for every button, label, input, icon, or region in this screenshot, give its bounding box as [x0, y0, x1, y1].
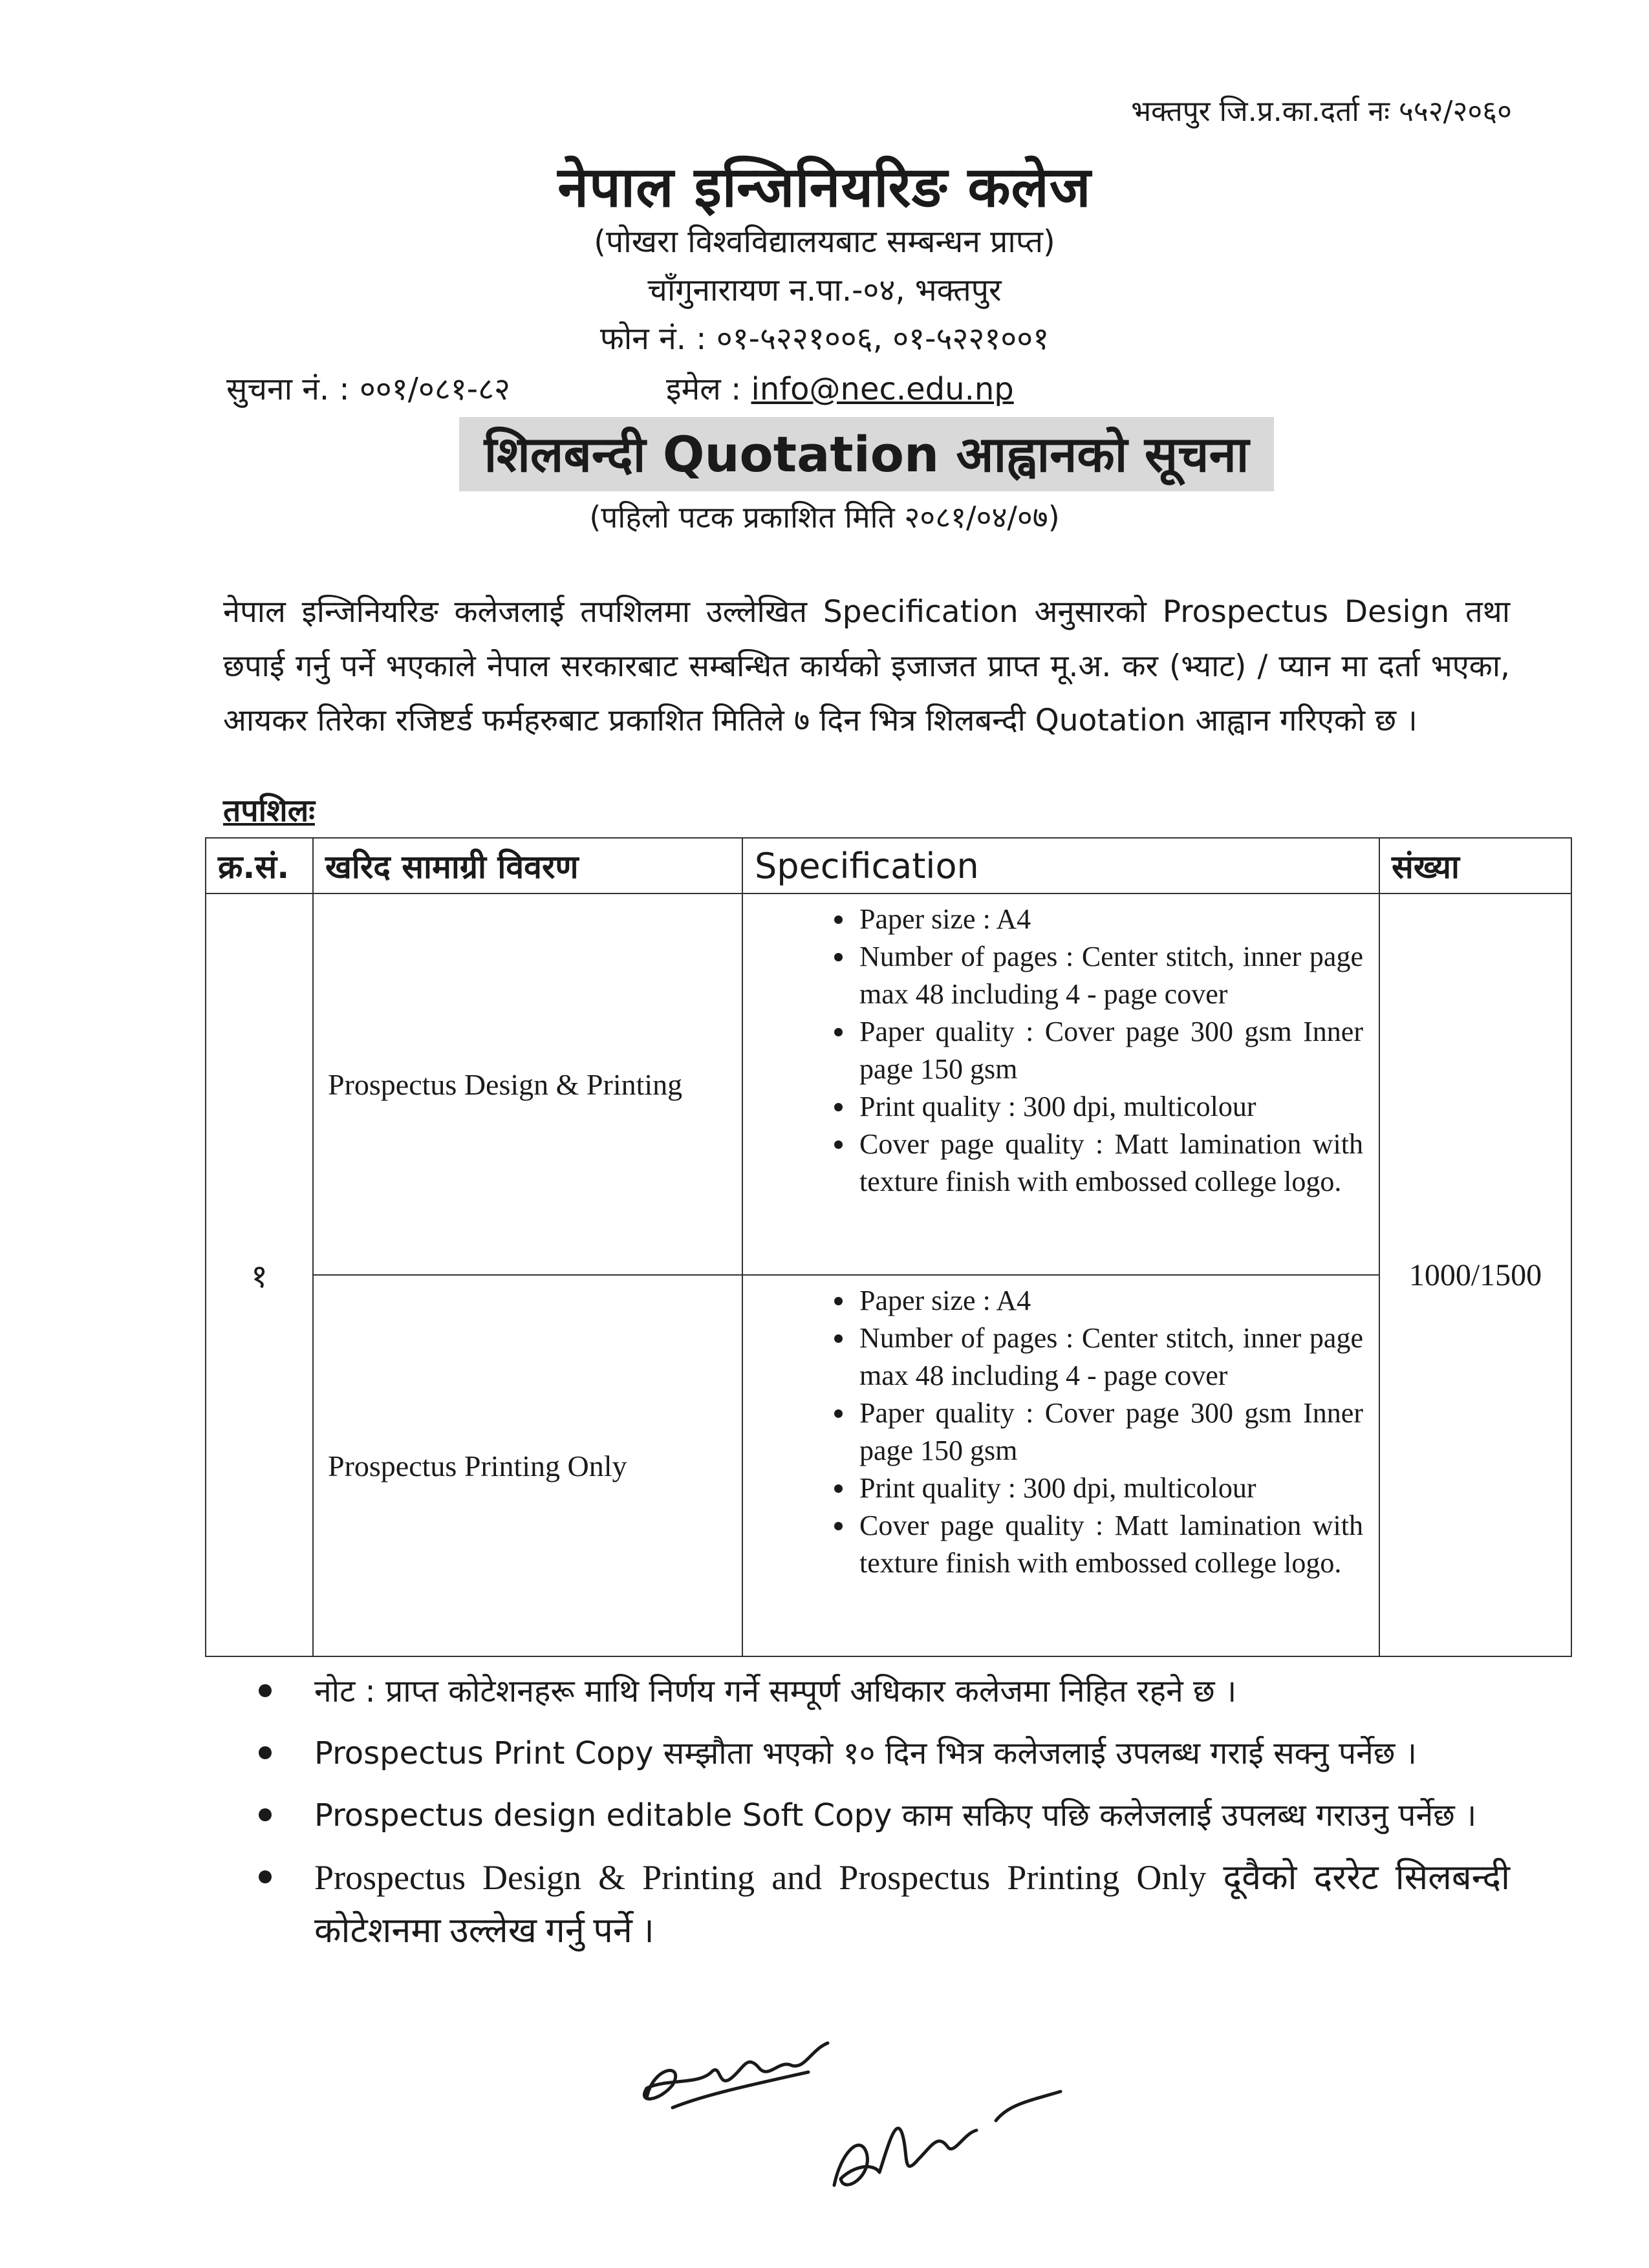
- registration-number: भक्तपुर जि.प्र.का.दर्ता नः ५५२/२०६०: [1131, 95, 1512, 128]
- note-item: नोट : प्राप्त कोटेशनहरू माथि निर्णय गर्ने सम्पूर्ण अधिकार कलेजमा निहित रहने छ ।: [259, 1665, 1510, 1718]
- affiliation-line: (पोखरा विश्वविद्यालयबाट सम्बन्धन प्राप्त): [594, 224, 1055, 260]
- specification-list: [743, 901, 1363, 1201]
- table-row: [206, 1275, 1571, 1656]
- published-date: (पहिलो पटक प्रकाशित मिति २०८१/०४/०७): [589, 500, 1060, 535]
- email-label: इमेल :: [666, 371, 751, 407]
- schedule-label: तपशिलः: [223, 793, 315, 829]
- notice-number: सुचना नं. : ००१/०८१-८२: [226, 371, 511, 407]
- header-item: खरिद सामाग्री विवरण: [313, 838, 742, 893]
- spec-item: • Paper size : A4: [856, 901, 1363, 938]
- table-header-row: [206, 838, 1571, 893]
- table-row: [206, 893, 1571, 1275]
- spec-item: • Paper size : A4: [856, 1282, 1363, 1320]
- header-specification: Specification: [742, 838, 1379, 893]
- college-name: नेपाल इन्जिनियरिङ कलेज: [557, 155, 1092, 220]
- header-sn: क्र.सं.: [206, 838, 313, 893]
- specification-list: [743, 1282, 1363, 1582]
- address-line: चाँगुनारायण न.पा.-०४, भक्तपुर: [647, 272, 1002, 308]
- spec-item: • Print quality : 300 dpi, multicolour: [856, 1088, 1363, 1126]
- item-description: Prospectus Printing Only: [313, 1275, 742, 1656]
- notes-list: [259, 1665, 1510, 1966]
- spec-item: • Cover page quality : Matt lamination with texture finish with embossed college logo.: [856, 1507, 1363, 1582]
- body-paragraph: नेपाल इन्जिनियरिङ कलेजलाई तपशिलमा उल्लेखित Specification अनुसारको Prospectus Design तथा छपाई गर्नु पर्ने भएकाले नेपाल सरकारबाट सम्बन्धित कार्यको इजाजत प्राप्त मू.अ. कर (भ्याट) / प्यान मा दर्ता भएका, आयकर तिरेका रजिष्टर्ड फर्महरुबाट प्रकाशित मितिले ७ दिन भित्र शिलबन्दी Quotation आह्वान गरिएको छ ।: [223, 594, 1510, 738]
- notice-title: शिलबन्दी Quotation आह्वानको सूचना: [459, 417, 1274, 491]
- note-item: Prospectus Design & Printing and Prospectus Printing Only दूवैको दररेट सिलबन्दी कोटेशनमा उल्लेख गर्नु पर्ने ।: [259, 1851, 1510, 1957]
- note-item: Prospectus design editable Soft Copy काम सकिए पछि कलेजलाई उपलब्ध गराउनु पर्नेछ ।: [259, 1789, 1510, 1842]
- email-link[interactable]: info@nec.edu.np: [751, 371, 1014, 407]
- signature-2: [834, 2091, 1061, 2185]
- specification-cell: [742, 1275, 1379, 1656]
- serial-number: १: [206, 893, 313, 1656]
- specification-cell: [742, 893, 1379, 1275]
- note-item: Prospectus Print Copy सम्झौता भएको १० दिन भित्र कलेजलाई उपलब्ध गराई सक्नु पर्नेछ ।: [259, 1727, 1510, 1780]
- spec-item: • Number of pages : Center stitch, inner page max 48 including 4 - page cover: [856, 938, 1363, 1013]
- signature-1: [644, 2043, 828, 2108]
- quantity: 1000/1500: [1379, 893, 1571, 1656]
- spec-item: • Cover page quality : Matt lamination with texture finish with embossed college logo.: [856, 1126, 1363, 1201]
- quotation-table: [205, 837, 1572, 1657]
- spec-item: • Paper quality : Cover page 300 gsm Inner page 150 gsm: [856, 1013, 1363, 1088]
- spec-item: • Number of pages : Center stitch, inner page max 48 including 4 - page cover: [856, 1320, 1363, 1395]
- email-line: [666, 367, 1014, 409]
- item-description: Prospectus Design & Printing: [313, 893, 742, 1275]
- header-quantity: संख्या: [1379, 838, 1571, 893]
- phone-line: फोन नं. : ०१-५२२१००६, ०१-५२२१००१: [599, 321, 1050, 357]
- spec-item: • Print quality : 300 dpi, multicolour: [856, 1470, 1363, 1507]
- spec-item: • Paper quality : Cover page 300 gsm Inner page 150 gsm: [856, 1395, 1363, 1470]
